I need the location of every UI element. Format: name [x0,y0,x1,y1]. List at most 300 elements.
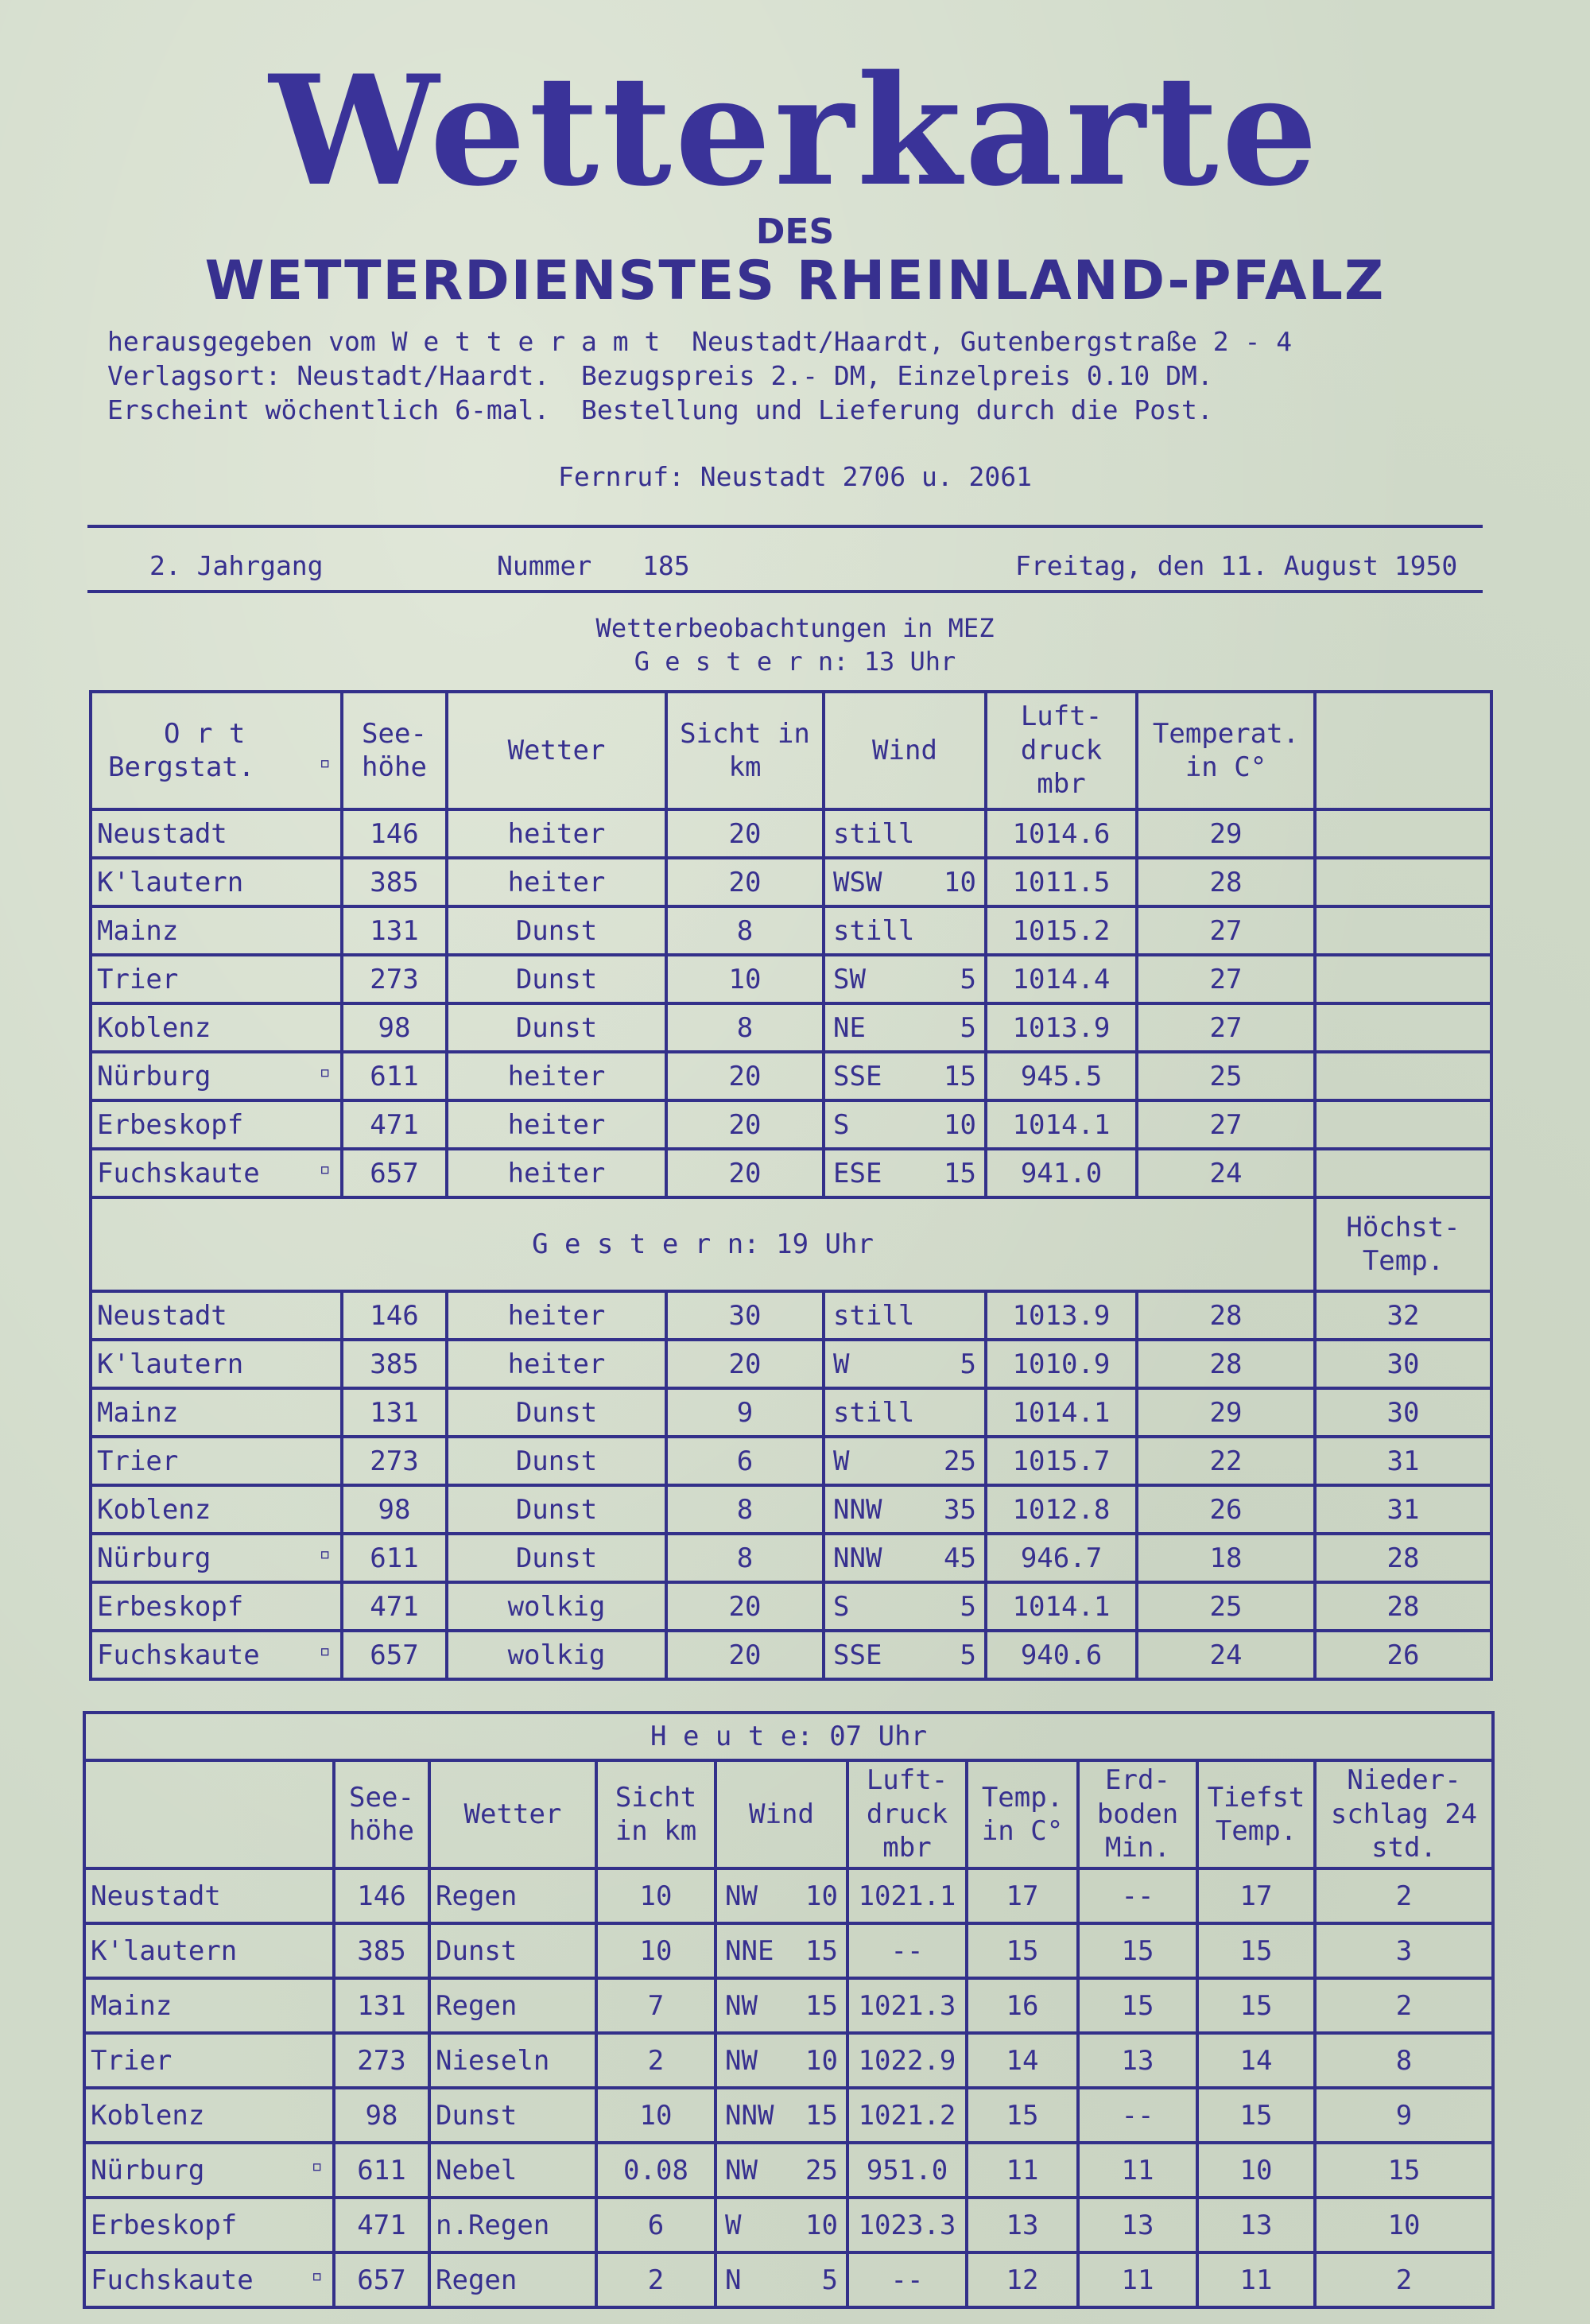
mountain-station-marker: ▫ [311,2154,323,2177]
seehoehe-cell: 611 [342,1534,447,1582]
station-name: K'lautern [97,866,244,898]
wetter-cell: heiter [447,809,666,858]
wind-speed: 25 [944,1445,976,1477]
wind-cell [824,1340,986,1388]
wind-direction: SW [833,963,866,995]
wind-speed: 5 [821,2264,838,2296]
wetter-cell: wolkig [447,1631,666,1679]
seehoehe-cell: 273 [342,955,447,1003]
wind-direction: ESE [833,1157,882,1189]
sicht-cell: 6 [666,1437,824,1485]
station-cell [91,1437,342,1485]
wind-direction: NNW [725,2099,774,2132]
table-row [91,1437,1491,1485]
tiefst-cell: 15 [1197,1923,1315,1978]
station-cell [91,1485,342,1534]
header-sicht-2: Sicht in km [596,1760,716,1868]
wind-direction: SSE [833,1060,882,1092]
mountain-station-marker: ▫ [319,1060,331,1083]
seehoehe-cell: 385 [342,1340,447,1388]
rows-07-uhr [84,1868,1493,2307]
seehoehe-cell: 471 [334,2198,429,2252]
wind-value [830,818,979,850]
wind-value [830,915,979,947]
sicht-cell: 20 [666,1631,824,1679]
table-row [84,2033,1493,2088]
empty-cell [1315,1052,1491,1100]
wetter-cell: Regen [429,2252,596,2307]
issue-date: Freitag, den 11. August 1950 [1015,550,1458,581]
mountain-station-marker: ▫ [319,751,331,774]
luftdruck-cell: 1014.1 [986,1388,1137,1437]
luftdruck-cell: 1021.1 [847,1868,967,1923]
seehoehe-cell: 471 [342,1100,447,1149]
wind-value [722,2210,841,2241]
luftdruck-cell: 941.0 [986,1149,1137,1197]
wind-direction: NW [725,2044,758,2077]
station-cell [84,2198,334,2252]
wind-value [830,1445,979,1477]
table-row [91,809,1491,858]
station-name: Fuchskaute [97,1157,260,1189]
wind-speed: 10 [944,866,976,898]
temperatur-cell: 28 [1137,858,1315,906]
luftdruck-cell: 1014.1 [986,1582,1137,1631]
header-wetter: Wetter [447,692,666,809]
station-name: Nürburg [97,1542,211,1574]
station-name: Koblenz [91,2099,205,2132]
wind-value [722,2264,841,2296]
station-cell [84,2088,334,2143]
wind-cell [824,1631,986,1679]
header-wind: Wind [824,692,986,809]
section-19-uhr: G e s t e r n: 19 Uhr [91,1197,1315,1291]
temperatur-cell: 28 [1137,1291,1315,1340]
wind-speed: 15 [944,1157,976,1189]
table-row [84,2143,1493,2198]
niederschlag-cell: 2 [1315,1978,1493,2033]
luftdruck-cell: -- [847,1923,967,1978]
mountain-station-marker: ▫ [319,1639,331,1662]
station-name: Erbeskopf [91,2209,238,2241]
wind-speed: 5 [960,963,976,995]
station-name: Erbeskopf [97,1590,244,1623]
sicht-cell: 20 [666,1100,824,1149]
section-07-uhr-row [84,1713,1493,1760]
sicht-cell: 7 [596,1978,716,2033]
empty-cell [1315,809,1491,858]
luftdruck-cell: 1013.9 [986,1291,1137,1340]
sicht-cell: 8 [666,906,824,955]
wind-cell [824,1100,986,1149]
header-wind-2: Wind [716,1760,847,1868]
luftdruck-cell: 1013.9 [986,1003,1137,1052]
hoechst-temp-cell: 31 [1315,1437,1491,1485]
table-row [91,1100,1491,1149]
wind-value [830,1542,979,1574]
table-row [84,2252,1493,2307]
temperatur-cell: 24 [1137,1631,1315,1679]
niederschlag-cell: 15 [1315,2143,1493,2198]
luftdruck-cell: 1022.9 [847,2033,967,2088]
wind-value [830,1109,979,1141]
wind-direction: W [833,1445,850,1477]
wind-direction: W [833,1348,850,1380]
station-name: Mainz [91,1989,173,2022]
station-cell [91,1340,342,1388]
luftdruck-cell: 1012.8 [986,1485,1137,1534]
wind-direction: still [833,914,915,947]
rows-19-uhr [91,1291,1491,1679]
station-name: Koblenz [97,1011,211,1044]
niederschlag-cell: 2 [1315,2252,1493,2307]
niederschlag-cell: 9 [1315,2088,1493,2143]
header-erdboden: Erd-boden Min. [1078,1760,1197,1868]
wetter-cell: heiter [447,1291,666,1340]
erdboden-cell: 15 [1078,1923,1197,1978]
seehoehe-cell: 98 [342,1485,447,1534]
section-07-uhr: H e u t e: 07 Uhr [84,1713,1493,1760]
bottom-rule [87,590,1483,593]
wetter-cell: Dunst [447,906,666,955]
wind-cell [824,1052,986,1100]
table-today-header [84,1760,1493,1868]
rows-13-uhr [91,809,1491,1197]
temperatur-cell: 26 [1137,1485,1315,1534]
wind-direction: W [725,2209,742,2241]
temperatur-cell: 25 [1137,1582,1315,1631]
station-cell [91,1388,342,1437]
wind-speed: 5 [960,1348,976,1380]
wind-direction: NE [833,1011,866,1044]
wind-speed: 45 [944,1542,976,1574]
table-today [83,1711,1495,2309]
seehoehe-cell: 146 [334,1868,429,1923]
issue-number: 185 [642,550,690,581]
header-empty [1315,692,1491,809]
luftdruck-cell: 951.0 [847,2143,967,2198]
masthead-service: WETTERDIENSTES RHEINLAND-PFALZ [204,250,1386,312]
wetter-cell: Regen [429,1978,596,2033]
section-13-uhr: G e s t e r n: 13 Uhr [634,646,956,677]
station-name: Nürburg [97,1060,211,1092]
wind-direction: N [725,2264,742,2296]
station-cell [84,1978,334,2033]
station-cell [84,2143,334,2198]
sicht-cell: 8 [666,1534,824,1582]
station-name: Trier [97,963,179,995]
station-cell [91,1003,342,1052]
seehoehe-cell: 611 [342,1052,447,1100]
temperatur-cell: 25 [1137,1052,1315,1100]
nummer-label: Nummer [497,550,592,581]
wind-value [830,867,979,898]
hoechst-temp-cell: 30 [1315,1340,1491,1388]
station-cell [91,1534,342,1582]
luftdruck-cell: 1014.4 [986,955,1137,1003]
table-row [91,1388,1491,1437]
wind-speed: 5 [960,1590,976,1623]
sicht-cell: 0.08 [596,2143,716,2198]
table-row [91,1534,1491,1582]
temperatur-cell: 29 [1137,809,1315,858]
tiefst-cell: 13 [1197,2198,1315,2252]
section-19-uhr-row [91,1197,1491,1291]
wetter-cell: Nieseln [429,2033,596,2088]
wind-value [722,1880,841,1912]
tiefst-cell: 11 [1197,2252,1315,2307]
wetter-cell: n.Regen [429,2198,596,2252]
wind-value [830,1397,979,1429]
header-ort-empty [84,1760,334,1868]
seehoehe-cell: 131 [334,1978,429,2033]
wind-cell [716,2033,847,2088]
jahrgang: 2. Jahrgang [149,550,324,581]
station-cell [91,809,342,858]
wetter-cell: Dunst [429,2088,596,2143]
table-row [84,1868,1493,1923]
wind-cell [824,858,986,906]
table-row [91,858,1491,906]
station-name: Trier [97,1445,179,1477]
seehoehe-cell: 131 [342,906,447,955]
sicht-cell: 2 [596,2033,716,2088]
station-name: K'lautern [97,1348,244,1380]
header-ort [91,692,342,809]
niederschlag-cell: 10 [1315,2198,1493,2252]
wetter-cell: Dunst [447,1437,666,1485]
erdboden-cell: -- [1078,2088,1197,2143]
station-name: Fuchskaute [97,1639,260,1671]
wind-direction: NW [725,2154,758,2186]
header-ort-label: O r t [164,717,246,750]
station-name: Mainz [97,1396,179,1429]
wetter-cell: wolkig [447,1582,666,1631]
wetter-cell: Dunst [447,1534,666,1582]
wetter-cell: Nebel [429,2143,596,2198]
temp-cell: 12 [967,2252,1078,2307]
wind-speed: 25 [805,2154,838,2186]
header-hoechst: Höchst-Temp. [1315,1197,1491,1291]
observations-caption [0,612,1590,678]
wind-speed: 5 [960,1011,976,1044]
table-row [91,906,1491,955]
seehoehe-cell: 131 [342,1388,447,1437]
header-wetter-2: Wetter [429,1760,596,1868]
luftdruck-cell: 1010.9 [986,1340,1137,1388]
luftdruck-cell: 940.6 [986,1631,1137,1679]
wetter-cell: heiter [447,858,666,906]
hoechst-temp-cell: 28 [1315,1534,1491,1582]
table-row [84,1978,1493,2033]
sicht-cell: 20 [666,858,824,906]
wind-cell [824,906,986,955]
table-row [91,1052,1491,1100]
station-name: K'lautern [91,1934,238,1967]
table-row [91,1582,1491,1631]
table-row [91,1340,1491,1388]
wind-cell [716,2198,847,2252]
wind-cell [824,809,986,858]
wind-direction: still [833,817,915,850]
station-cell [84,1868,334,1923]
sicht-cell: 6 [596,2198,716,2252]
table-yesterday-header [91,692,1491,809]
tiefst-cell: 17 [1197,1868,1315,1923]
header-niederschlag: Nieder-schlag 24 std. [1315,1760,1493,1868]
mountain-station-marker: ▫ [319,1157,331,1180]
luftdruck-cell: 1021.3 [847,1978,967,2033]
header-bergstat-label: Bergstat. [108,751,255,783]
station-name: Erbeskopf [97,1108,244,1141]
header-temp-2: Temp. in C° [967,1760,1078,1868]
wind-speed: 15 [805,2099,838,2132]
station-cell [91,858,342,906]
sicht-cell: 10 [596,2088,716,2143]
empty-cell [1315,906,1491,955]
header-temperat: Temperat. in C° [1137,692,1315,809]
wetter-cell: Dunst [447,955,666,1003]
wind-value [830,1300,979,1332]
erdboden-cell: 15 [1078,1978,1197,2033]
wind-speed: 10 [944,1108,976,1141]
wetter-cell: Dunst [447,1485,666,1534]
wind-direction: NNW [833,1493,882,1526]
luftdruck-cell: 1021.2 [847,2088,967,2143]
seehoehe-cell: 657 [334,2252,429,2307]
temp-cell: 15 [967,2088,1078,2143]
sicht-cell: 9 [666,1388,824,1437]
wind-cell [824,1582,986,1631]
wind-value [830,1639,979,1671]
header-luftdruck: Luft-druck mbr [986,692,1137,809]
wind-speed: 35 [944,1493,976,1526]
wind-direction: NW [725,1989,758,2022]
table-row [91,1291,1491,1340]
tiefst-cell: 15 [1197,2088,1315,2143]
masthead-des: DES [755,211,835,252]
luftdruck-cell: 1011.5 [986,858,1137,906]
station-cell [91,1631,342,1679]
wind-value [830,964,979,995]
wind-value [830,1158,979,1189]
table-yesterday [89,690,1493,1681]
luftdruck-cell: 945.5 [986,1052,1137,1100]
station-name: Koblenz [97,1493,211,1526]
temperatur-cell: 18 [1137,1534,1315,1582]
sicht-cell: 20 [666,1052,824,1100]
wind-speed: 15 [805,1989,838,2022]
wind-value [830,1348,979,1380]
wind-direction: NNW [833,1542,882,1574]
sicht-cell: 30 [666,1291,824,1340]
wind-cell [824,1534,986,1582]
wetter-cell: Dunst [447,1003,666,1052]
wetter-cell: Dunst [429,1923,596,1978]
station-name: Neustadt [97,817,227,850]
wind-direction: S [833,1590,850,1623]
sicht-cell: 10 [666,955,824,1003]
temp-cell: 11 [967,2143,1078,2198]
wetter-cell: Dunst [447,1388,666,1437]
masthead-title: Wetterkarte [269,42,1321,219]
wind-direction: still [833,1299,915,1332]
table-row [91,1149,1491,1197]
temperatur-cell: 27 [1137,906,1315,955]
wind-speed: 15 [944,1060,976,1092]
wind-cell [716,2088,847,2143]
sicht-cell: 10 [596,1868,716,1923]
sicht-cell: 2 [596,2252,716,2307]
publisher-line: herausgegeben vom W e t t e r a m t Neustadt/Haardt, Gutenbergstraße 2 - 4 [107,326,1293,357]
temperatur-cell: 27 [1137,1100,1315,1149]
station-name: Nürburg [91,2154,205,2186]
temp-cell: 14 [967,2033,1078,2088]
sicht-cell: 8 [666,1003,824,1052]
station-cell [84,1923,334,1978]
station-cell [91,906,342,955]
tiefst-cell: 10 [1197,2143,1315,2198]
hoechst-temp-cell: 26 [1315,1631,1491,1679]
seehoehe-cell: 385 [342,858,447,906]
observations-title: Wetterbeobachtungen in MEZ [595,613,995,643]
hoechst-temp-cell: 32 [1315,1291,1491,1340]
station-cell [91,1100,342,1149]
wind-direction: S [833,1108,850,1141]
luftdruck-cell: 1014.6 [986,809,1137,858]
phone-line: Fernruf: Neustadt 2706 u. 2061 [557,461,1033,492]
niederschlag-cell: 3 [1315,1923,1493,1978]
seehoehe-cell: 98 [334,2088,429,2143]
station-name: Fuchskaute [91,2264,254,2296]
seehoehe-cell: 273 [342,1437,447,1485]
wind-value [830,1591,979,1623]
table-row [91,1631,1491,1679]
table-row [91,1485,1491,1534]
station-cell [91,1291,342,1340]
wind-cell [824,1003,986,1052]
station-cell [91,1052,342,1100]
wind-value [722,2100,841,2132]
erdboden-cell: 11 [1078,2252,1197,2307]
wetter-cell: Regen [429,1868,596,1923]
sicht-cell: 8 [666,1485,824,1534]
luftdruck-cell: 1023.3 [847,2198,967,2252]
wind-cell [824,955,986,1003]
wind-cell [824,1437,986,1485]
wind-direction: still [833,1396,915,1429]
wetter-cell: heiter [447,1100,666,1149]
empty-cell [1315,858,1491,906]
wind-cell [716,1978,847,2033]
station-cell [91,1149,342,1197]
wind-speed: 5 [960,1639,976,1671]
wind-value [722,2045,841,2077]
header-seehoehe: See-höhe [342,692,447,809]
wind-direction: NNE [725,1934,774,1967]
tiefst-cell: 14 [1197,2033,1315,2088]
sicht-cell: 20 [666,809,824,858]
wind-cell [824,1388,986,1437]
wetter-cell: heiter [447,1052,666,1100]
hoechst-temp-cell: 28 [1315,1582,1491,1631]
wind-cell [824,1485,986,1534]
wind-value [830,1061,979,1092]
niederschlag-cell: 2 [1315,1868,1493,1923]
temperatur-cell: 24 [1137,1149,1315,1197]
temp-cell: 13 [967,2198,1078,2252]
luftdruck-cell: 1014.1 [986,1100,1137,1149]
